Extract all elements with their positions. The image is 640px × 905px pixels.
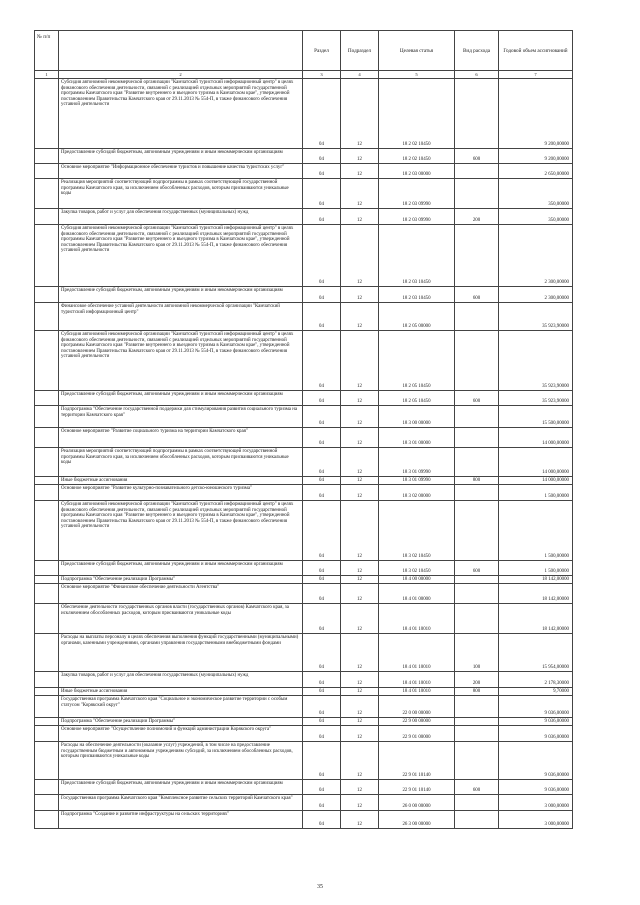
row-index-cell [35,718,59,726]
row-podrazdel: 12 [341,303,379,331]
row-target-article: 18 3 01 09990 [379,477,455,485]
table-row [35,501,573,561]
row-razdel: 04 [303,634,341,672]
row-razdel: 04 [303,391,341,406]
row-description: Основное мероприятие "Развитие культурно-познавательного детско-юношеского туризма" [59,485,303,501]
row-expense-type [455,331,499,391]
row-amount: 18 142,00000 [499,576,573,584]
row-amount: 15 954,00000 [499,634,573,672]
row-index-cell [35,179,59,209]
row-razdel: 04 [303,448,341,477]
row-amount: 15 500,00000 [499,406,573,428]
row-razdel: 04 [303,688,341,696]
row-amount: 35 923,90000 [499,391,573,406]
table-row [35,561,573,576]
row-expense-type: 800 [455,477,499,485]
row-index-cell [35,501,59,561]
table-row [35,303,573,331]
row-amount: 1 500,00000 [499,501,573,561]
budget-document [34,30,572,829]
row-razdel: 04 [303,331,341,391]
row-razdel: 04 [303,485,341,501]
row-razdel: 04 [303,287,341,303]
row-razdel: 04 [303,718,341,726]
table-row [35,448,573,477]
row-podrazdel: 12 [341,742,379,780]
row-description: Закупка товаров, работ и услуг для обеспечения государственных (муниципальных) нужд [59,672,303,688]
row-expense-type [455,718,499,726]
row-amount: 3 000,00000 [499,811,573,829]
table-row [35,576,573,584]
row-description: Реализация мероприятий соответствующей подпрограммы в рамках соответствующей государственной программы Камчатского края, за исключением обособленных расходов, которым присваиваются уникальные коды [59,448,303,477]
table-row [35,696,573,718]
row-target-article: 18 4 01 10010 [379,604,455,634]
row-podrazdel: 12 [341,79,379,149]
row-amount: 9 036,00000 [499,718,573,726]
header-podrazdel: Подраздел [341,31,379,71]
table-row [35,604,573,634]
row-razdel: 04 [303,477,341,485]
row-expense-type [455,501,499,561]
table-row [35,149,573,164]
row-expense-type [455,811,499,829]
table-row [35,795,573,811]
row-target-article: 18 4 01 10010 [379,672,455,688]
table-body [35,79,573,829]
row-target-article: 18 4 00 00000 [379,576,455,584]
row-target-article: 18 4 01 10010 [379,688,455,696]
row-description: Реализация мероприятий соответствующей подпрограммы в рамках соответствующей государственной программы Камчатского края, за исключением обособленных расходов, которым присваиваются уникальные коды [59,179,303,209]
row-target-article: 18 4 01 00000 [379,584,455,604]
table-row [35,406,573,428]
table-row [35,672,573,688]
row-target-article: 22 9 01 10140 [379,742,455,780]
header-amount: Годовой объем ассигнований [499,31,573,71]
row-target-article: 22 9 01 00000 [379,726,455,742]
row-target-article: 22 0 00 00000 [379,696,455,718]
row-amount: 2 178,30000 [499,672,573,688]
row-expense-type [455,742,499,780]
row-expense-type [455,225,499,287]
row-description: Предоставление субсидий бюджетным, автономным учреждениям и иным некоммерческим организациям [59,287,303,303]
row-podrazdel: 12 [341,726,379,742]
row-description: Подпрограмма "Обеспечение реализации Программы" [59,718,303,726]
row-target-article: 18 2 03 10450 [379,287,455,303]
table-row [35,584,573,604]
row-target-article: 18 3 02 10450 [379,561,455,576]
row-expense-type: 200 [455,209,499,225]
col-number: 4 [341,71,379,79]
row-amount: 35 923,90000 [499,303,573,331]
row-index-cell [35,225,59,287]
col-number: 3 [303,71,341,79]
row-podrazdel: 12 [341,428,379,448]
row-amount: 1 500,00000 [499,485,573,501]
table-row [35,179,573,209]
row-index-cell [35,149,59,164]
table-row [35,485,573,501]
row-podrazdel: 12 [341,287,379,303]
row-description: Иные бюджетные ассигнования [59,477,303,485]
row-description: Основное мероприятие "Развитие социального туризма на территории Камчатского края" [59,428,303,448]
row-description: Подпрограмма "Обеспечение реализации Программы" [59,576,303,584]
row-amount: 9 036,00000 [499,742,573,780]
row-description: Государственная программа Камчатского края "Социальное и экономическое развитие территории с особым статусом "Корякский округ" [59,696,303,718]
table-row [35,79,573,149]
row-razdel: 04 [303,795,341,811]
table-header-row [35,31,573,71]
row-description: Предоставление субсидий бюджетным, автономным учреждениям и иным некоммерческим организациям [59,780,303,795]
table-row [35,225,573,287]
row-description: Субсидия автономной некоммерческой организации "Камчатский туристский информационный центр" в целях финансового обеспечения деятельности, связанной с реализацией отдельных мероприятий государственной программы Камчатского края "Развитие внутреннего и въездного туризма в Камчатском крае", утвержденной постановлением Правительства Камчатского края от 29.11.2013 № 554-П, в также финансового обеспечения уставной деятельности [59,225,303,287]
row-target-article: 22 9 00 00000 [379,718,455,726]
row-razdel: 04 [303,149,341,164]
row-target-article: 22 9 01 10140 [379,780,455,795]
row-target-article: 18 2 02 10450 [379,149,455,164]
row-amount: 2 300,00000 [499,225,573,287]
row-podrazdel: 12 [341,209,379,225]
row-index-cell [35,780,59,795]
row-podrazdel: 12 [341,795,379,811]
table-row [35,477,573,485]
row-index-cell [35,79,59,149]
row-amount: 2 300,00000 [499,287,573,303]
table-row [35,811,573,829]
row-expense-type: 600 [455,561,499,576]
row-description: Основное мероприятие "Информационное обеспечение туристов и повышение качества туристских услуг" [59,164,303,179]
row-podrazdel: 12 [341,561,379,576]
row-index-cell [35,795,59,811]
row-index-cell [35,406,59,428]
row-podrazdel: 12 [341,688,379,696]
row-expense-type [455,79,499,149]
row-index-cell [35,391,59,406]
header-vid: Вид расхода [455,31,499,71]
row-target-article: 18 2 05 00000 [379,303,455,331]
row-index-cell [35,448,59,477]
row-index-cell [35,742,59,780]
row-podrazdel: 12 [341,672,379,688]
row-index-cell [35,485,59,501]
row-expense-type [455,584,499,604]
row-description: Государственная программа Камчатского края "Комплексное развитие сельских территорий Камчатского края" [59,795,303,811]
row-podrazdel: 12 [341,576,379,584]
budget-table [34,30,573,829]
row-expense-type: 600 [455,149,499,164]
col-number: 5 [379,71,455,79]
table-row [35,428,573,448]
row-amount: 350,00000 [499,179,573,209]
row-amount: 9 036,00000 [499,726,573,742]
row-podrazdel: 12 [341,780,379,795]
row-target-article: 26 3 00 00000 [379,811,455,829]
row-razdel: 04 [303,79,341,149]
row-podrazdel: 12 [341,696,379,718]
row-podrazdel: 12 [341,448,379,477]
row-podrazdel: 12 [341,485,379,501]
row-expense-type [455,604,499,634]
row-podrazdel: 12 [341,225,379,287]
column-number-row [35,71,573,79]
row-podrazdel: 12 [341,331,379,391]
row-amount: 350,00000 [499,209,573,225]
row-podrazdel: 12 [341,718,379,726]
row-expense-type [455,179,499,209]
row-expense-type [455,303,499,331]
row-description: Иные бюджетные ассигнования [59,688,303,696]
row-index-cell [35,726,59,742]
row-description: Подпрограмма "Обеспечение государственной поддержки для стимулирования развития социального туризма на территории Камчатского края" [59,406,303,428]
row-target-article: 18 3 02 10450 [379,501,455,561]
row-index-cell [35,209,59,225]
header-name [59,31,303,71]
row-expense-type [455,164,499,179]
row-podrazdel: 12 [341,811,379,829]
row-index-cell [35,584,59,604]
row-amount: 9 036,00000 [499,696,573,718]
row-description: Обеспечение деятельности государственных органов власти (государственных органов) Камчатского края, за исключением обособленных расходов, которым присваиваются уникальные коды [59,604,303,634]
row-razdel: 04 [303,672,341,688]
row-target-article: 18 2 05 10450 [379,391,455,406]
col-number: 6 [455,71,499,79]
row-expense-type [455,406,499,428]
row-amount: 3 000,00000 [499,795,573,811]
row-index-cell [35,428,59,448]
header-razdel: Раздел [303,31,341,71]
table-row [35,331,573,391]
row-razdel: 04 [303,406,341,428]
row-index-cell [35,477,59,485]
row-podrazdel: 12 [341,164,379,179]
row-amount: 14 000,00000 [499,448,573,477]
row-description: Предоставление субсидий бюджетным, автономным учреждениям и иным некоммерческим организациям [59,149,303,164]
row-razdel: 04 [303,179,341,209]
row-razdel: 04 [303,303,341,331]
row-razdel: 04 [303,742,341,780]
table-row [35,742,573,780]
row-expense-type [455,485,499,501]
row-index-cell [35,287,59,303]
table-row [35,718,573,726]
table-row [35,287,573,303]
row-expense-type: 600 [455,391,499,406]
row-podrazdel: 12 [341,391,379,406]
row-podrazdel: 12 [341,634,379,672]
row-description: Подпрограмма "Создание и развитие инфраструктуры на сельских территориях" [59,811,303,829]
row-expense-type [455,795,499,811]
row-target-article: 18 3 01 00000 [379,428,455,448]
table-row [35,688,573,696]
row-razdel: 04 [303,584,341,604]
row-razdel: 04 [303,225,341,287]
row-expense-type [455,448,499,477]
table-row [35,780,573,795]
row-expense-type: 100 [455,634,499,672]
row-podrazdel: 12 [341,179,379,209]
row-target-article: 18 3 01 09990 [379,448,455,477]
row-index-cell [35,561,59,576]
col-number: 1 [35,71,59,79]
row-podrazdel: 12 [341,406,379,428]
row-razdel: 04 [303,726,341,742]
table-row [35,164,573,179]
row-description: Основное мероприятие "Осуществление полномочий и функций администрации Корякского округа" [59,726,303,742]
row-index-cell [35,688,59,696]
page-number: 35 [317,884,323,890]
row-expense-type: 600 [455,287,499,303]
row-index-cell [35,672,59,688]
row-description: Субсидия автономной некоммерческой организации "Камчатский туристский информационный центр" в целях финансового обеспечения деятельности, связанной с реализацией отдельных мероприятий государственной программы Камчатского края "Развитие внутреннего и въездного туризма в Камчатском крае", утвержденной постановлением Правительства Камчатского края от 29.11.2013 № 554-П, в также финансового обеспечения уставной деятельности [59,501,303,561]
row-amount: 9 200,00000 [499,149,573,164]
row-amount: 14 000,00000 [499,428,573,448]
row-target-article: 18 2 02 10450 [379,79,455,149]
row-podrazdel: 12 [341,149,379,164]
row-expense-type [455,696,499,718]
row-razdel: 04 [303,811,341,829]
row-target-article: 18 2 05 10450 [379,331,455,391]
row-podrazdel: 12 [341,477,379,485]
row-amount: 18 142,00000 [499,604,573,634]
row-target-article: 18 2 03 09990 [379,209,455,225]
row-amount: 2 650,00000 [499,164,573,179]
row-amount: 9,70000 [499,688,573,696]
row-expense-type [455,576,499,584]
row-target-article: 18 2 03 10450 [379,225,455,287]
row-target-article: 18 4 01 10010 [379,634,455,672]
header-num: № п/п [35,31,59,71]
row-index-cell [35,604,59,634]
row-podrazdel: 12 [341,584,379,604]
row-razdel: 04 [303,576,341,584]
col-number: 7 [499,71,573,79]
row-amount: 1 500,00000 [499,561,573,576]
row-description: Субсидия автономной некоммерческой организации "Камчатский туристский информационный центр" в целях финансового обеспечения деятельности, связанной с реализацией отдельных мероприятий государственной программы Камчатского края "Развитие внутреннего и въездного туризма в Камчатском крае", утвержденной постановлением Правительства Камчатского края от 29.11.2013 № 554-П, в также финансового обеспечения уставной деятельности [59,331,303,391]
row-index-cell [35,696,59,718]
row-razdel: 04 [303,604,341,634]
row-amount: 14 000,00000 [499,477,573,485]
table-row [35,391,573,406]
row-expense-type: 800 [455,688,499,696]
row-description: Субсидия автономной некоммерческой организации "Камчатский туристский информационный центр" в целях финансового обеспечения деятельности, связанной с реализацией отдельных мероприятий государственной программы Камчатского края "Развитие внутреннего и въездного туризма в Камчатском крае", утвержденной постановлением Правительства Камчатского края от 29.11.2013 № 554-П, в также финансового обеспечения уставной деятельности [59,79,303,149]
row-description: Предоставление субсидий бюджетным, автономным учреждениям и иным некоммерческим организациям [59,391,303,406]
table-row [35,209,573,225]
table-row [35,634,573,672]
row-razdel: 04 [303,561,341,576]
row-description: Финансовое обеспечение уставной деятельности автономной некоммерческой организации "Камчатский туристский информационный центр" [59,303,303,331]
row-target-article: 18 2 03 00000 [379,164,455,179]
row-amount: 35 923,90000 [499,331,573,391]
row-razdel: 04 [303,696,341,718]
row-index-cell [35,811,59,829]
row-index-cell [35,164,59,179]
row-index-cell [35,634,59,672]
row-expense-type [455,726,499,742]
row-amount: 9 200,00000 [499,79,573,149]
row-expense-type: 200 [455,672,499,688]
table-row [35,726,573,742]
row-razdel: 04 [303,428,341,448]
row-description: Расходы на выплаты персоналу в целях обеспечения выполнения функций государственными (муниципальными) органами, казенными учреждениями, органами управления государственными внебюджетными фондами [59,634,303,672]
row-amount: 9 036,00000 [499,780,573,795]
row-target-article: 18 3 00 00000 [379,406,455,428]
row-index-cell [35,331,59,391]
row-expense-type: 600 [455,780,499,795]
row-podrazdel: 12 [341,604,379,634]
row-amount: 18 142,00000 [499,584,573,604]
row-razdel: 04 [303,501,341,561]
row-razdel: 04 [303,164,341,179]
row-description: Основное мероприятие "Финансовое обеспечение деятельности Агентства" [59,584,303,604]
row-description: Закупка товаров, работ и услуг для обеспечения государственных (муниципальных) нужд [59,209,303,225]
row-target-article: 18 2 03 09990 [379,179,455,209]
row-expense-type [455,428,499,448]
row-razdel: 04 [303,780,341,795]
row-description: Расходы на обеспечение деятельности (оказание услуг) учреждений, в том числе на предоставление государственным бюджетным и автономным учреждениям субсидий, за исключением обособленных расходов, которым присваиваются уникальные коды [59,742,303,780]
row-podrazdel: 12 [341,501,379,561]
row-target-article: 18 3 02 00000 [379,485,455,501]
header-target: Целевая статья [379,31,455,71]
row-target-article: 26 0 00 00000 [379,795,455,811]
row-razdel: 04 [303,209,341,225]
row-description: Предоставление субсидий бюджетным, автономным учреждениям и иным некоммерческим организациям [59,561,303,576]
row-index-cell [35,576,59,584]
col-number: 2 [59,71,303,79]
row-index-cell [35,303,59,331]
